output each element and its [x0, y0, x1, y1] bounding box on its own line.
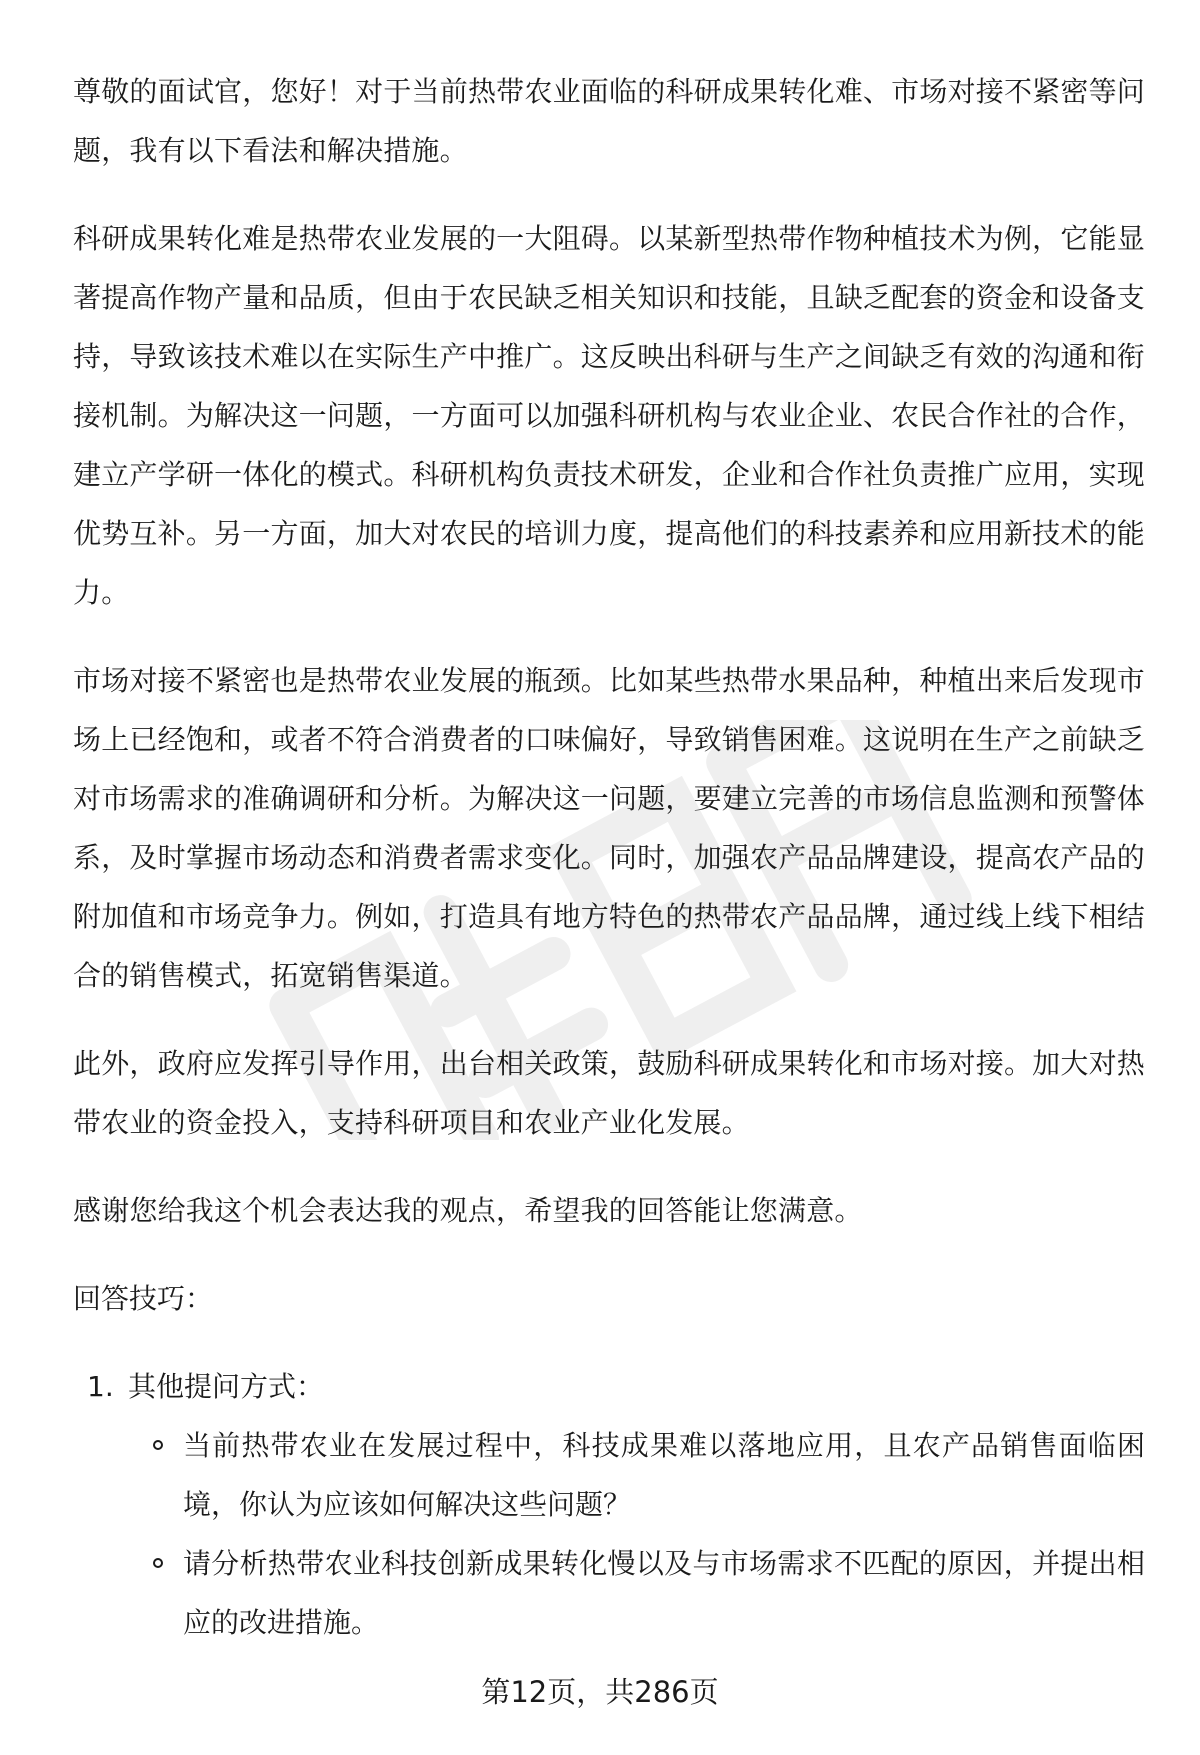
list-item: [73, 1416, 1145, 1534]
tips-heading: 回答技巧：: [73, 1282, 214, 1315]
sub-list: [73, 1416, 1145, 1652]
paragraph-market-connection: 市场对接不紧密也是热带农业发展的瓶颈。比如某些热带水果品种，种植出来后发现市场上已经饱和，或者不符合消费者的口味偏好，导致销售困难。这说明在生产之前缺乏对市场需求的准确调研和分析。为解决这一问题，要建立完善的市场信息监测和预警体系，及时掌握市场动态和消费者需求变化。同时，加强农产品品牌建设，提高农产品的附加值和市场竞争力。例如，打造具有地方特色的热带农产品品牌，通过线上线下相结合的销售模式，拓宽销售渠道。: [73, 664, 1145, 992]
document-body: [73, 62, 1145, 1652]
list-number: 1.: [87, 1370, 114, 1403]
numbered-list-item: [73, 1357, 1145, 1416]
list-item: [73, 1534, 1145, 1652]
hollow-circle-bullet-icon: [153, 1440, 163, 1450]
page-number-footer: 第12页，共286页: [481, 1675, 719, 1709]
paragraph-closing: 感谢您给我这个机会表达我的观点，希望我的回答能让您满意。: [73, 1194, 863, 1227]
paragraph-greeting: 尊敬的面试官，您好！对于当前热带农业面临的科研成果转化难、市场对接不紧密等问题，我有以下看法和解决措施。: [73, 75, 1145, 167]
list-item-text: 当前热带农业在发展过程中，科技成果难以落地应用，且农产品销售面临困境，你认为应该如何解决这些问题？: [183, 1429, 1145, 1521]
list-title: 其他提问方式：: [128, 1370, 325, 1403]
hollow-circle-bullet-icon: [153, 1558, 163, 1568]
paragraph-government-role: 此外，政府应发挥引导作用，出台相关政策，鼓励科研成果转化和市场对接。加大对热带农业的资金投入，支持科研项目和农业产业化发展。: [73, 1047, 1145, 1139]
paragraph-research-transfer: 科研成果转化难是热带农业发展的一大阻碍。以某新型热带作物种植技术为例，它能显著提高作物产量和品质，但由于农民缺乏相关知识和技能，且缺乏配套的资金和设备支持，导致该技术难以在实际生产中推广。这反映出科研与生产之间缺乏有效的沟通和衔接机制。为解决这一问题，一方面可以加强科研机构与农业企业、农民合作社的合作，建立产学研一体化的模式。科研机构负责技术研发，企业和合作社负责推广应用，实现优势互补。另一方面，加大对农民的培训力度，提高他们的科技素养和应用新技术的能力。: [73, 222, 1145, 609]
list-item-text: 请分析热带农业科技创新成果转化慢以及与市场需求不匹配的原因，并提出相应的改进措施。: [183, 1547, 1145, 1639]
